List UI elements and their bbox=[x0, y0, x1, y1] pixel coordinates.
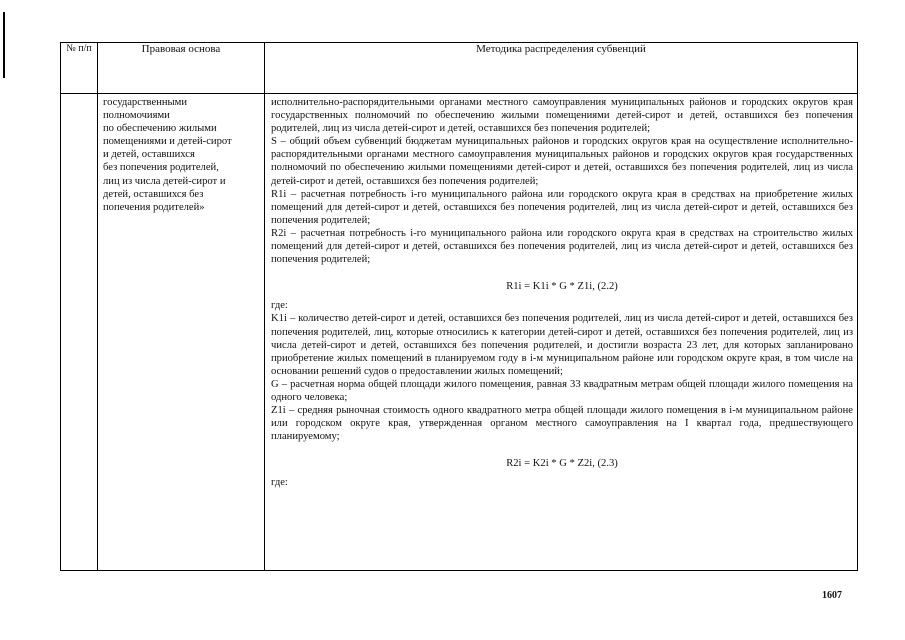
where-label: где: bbox=[271, 477, 288, 489]
method-paragraph: G – расчетная норма общей площади жилого помещения, равная 33 квадратным метрам общей площади жилого помещения на одного человека; bbox=[271, 378, 853, 403]
basis-line: без попечения родителей, bbox=[103, 162, 219, 174]
basis-line: и детей, оставшихся bbox=[103, 149, 195, 161]
basis-line: по обеспечению жилыми bbox=[103, 123, 217, 135]
method-paragraph: Z1i – средняя рыночная стоимость одного квадратного метра общей площади жилого помещения в i-м муниципальном районе или городском округе края, утвержденная органом местного самоуправления на I квартал года, предшествующего планируемому; bbox=[271, 405, 853, 443]
margin-line bbox=[3, 12, 5, 78]
table-header-row bbox=[61, 43, 858, 94]
method-paragraph: R1i – расчетная потребность i-го муниципального района или городского округа края в средствах на приобретение жилых помещений для детей-сирот и детей, оставшихся без попечения родителей, лиц из числа детей-сирот и детей, оставшихся без попечения родителей; bbox=[271, 188, 853, 226]
where-label: где: bbox=[271, 300, 288, 312]
formula-2-3: R2i = K2i * G * Z2i, (2.3) bbox=[506, 458, 618, 470]
method-paragraph: S – общий объем субвенций бюджетам муниципальных районов и городских округов края на осуществление исполнительно-распорядительными органами местного самоуправления муниципальных районов и городских округов края государственных полномочий по обеспечению жилыми помещениями детей-сирот и детей, оставшихся без попечения родителей, лиц из числа детей-сирот и детей, оставшихся без попечения родителей; bbox=[271, 136, 853, 187]
cell-methodology bbox=[265, 94, 858, 571]
formula-2-2: R1i = K1i * G * Z1i, (2.2) bbox=[506, 281, 618, 293]
basis-line: государственными bbox=[103, 97, 188, 108]
subvention-table bbox=[60, 42, 858, 571]
method-paragraph: R2i – расчетная потребность i-го муниципального района или городского округа края в средствах на строительство жилых помещений для детей-сирот и детей, оставшихся без попечения родителей, лиц из числа детей-сирот и детей, оставшихся без попечения родителей; bbox=[271, 227, 853, 266]
basis-line: лиц из числа детей-сирот и bbox=[103, 175, 226, 187]
cell-num bbox=[61, 94, 98, 571]
page-number: 1607 bbox=[822, 590, 842, 601]
method-paragraph: K1i – количество детей-сирот и детей, оставшихся без попечения родителей, лиц из числа детей-сирот и детей, оставшихся без попечения родителей, лиц, которые относились к категории детей-сирот и детей, оставшихся без попечения родителей, лиц из числа детей-сирот и детей, оставшихся без попечения родителей, и достигли возраста 23 лет, для которых запланировано приобретение жилых помещений в планируемом году в i-м муниципальном районе или городском округе края, в том числе на основании решений судов о предоставлении жилых помещений; bbox=[271, 313, 853, 377]
header-methodology: Методика распределения субвенций bbox=[265, 43, 858, 94]
basis-line: помещениями и детей-сирот bbox=[103, 136, 232, 148]
method-paragraph: исполнительно-распорядительными органами местного самоуправления муниципальных районов и городских округов края государственных полномочий по обеспечению жилыми помещениями детей-сирот и детей, оставшихся без попечения родителей, лиц из числа детей-сирот и детей, оставшихся без попечения родителей; bbox=[271, 97, 853, 135]
basis-line: полномочиями bbox=[103, 110, 170, 122]
basis-line: попечения родителей» bbox=[103, 201, 205, 213]
table-row bbox=[61, 94, 858, 571]
header-num: № п/п bbox=[61, 43, 98, 94]
header-legal-basis: Правовая основа bbox=[98, 43, 265, 94]
basis-line: детей, оставшихся без bbox=[103, 188, 204, 200]
cell-legal-basis bbox=[98, 94, 265, 571]
